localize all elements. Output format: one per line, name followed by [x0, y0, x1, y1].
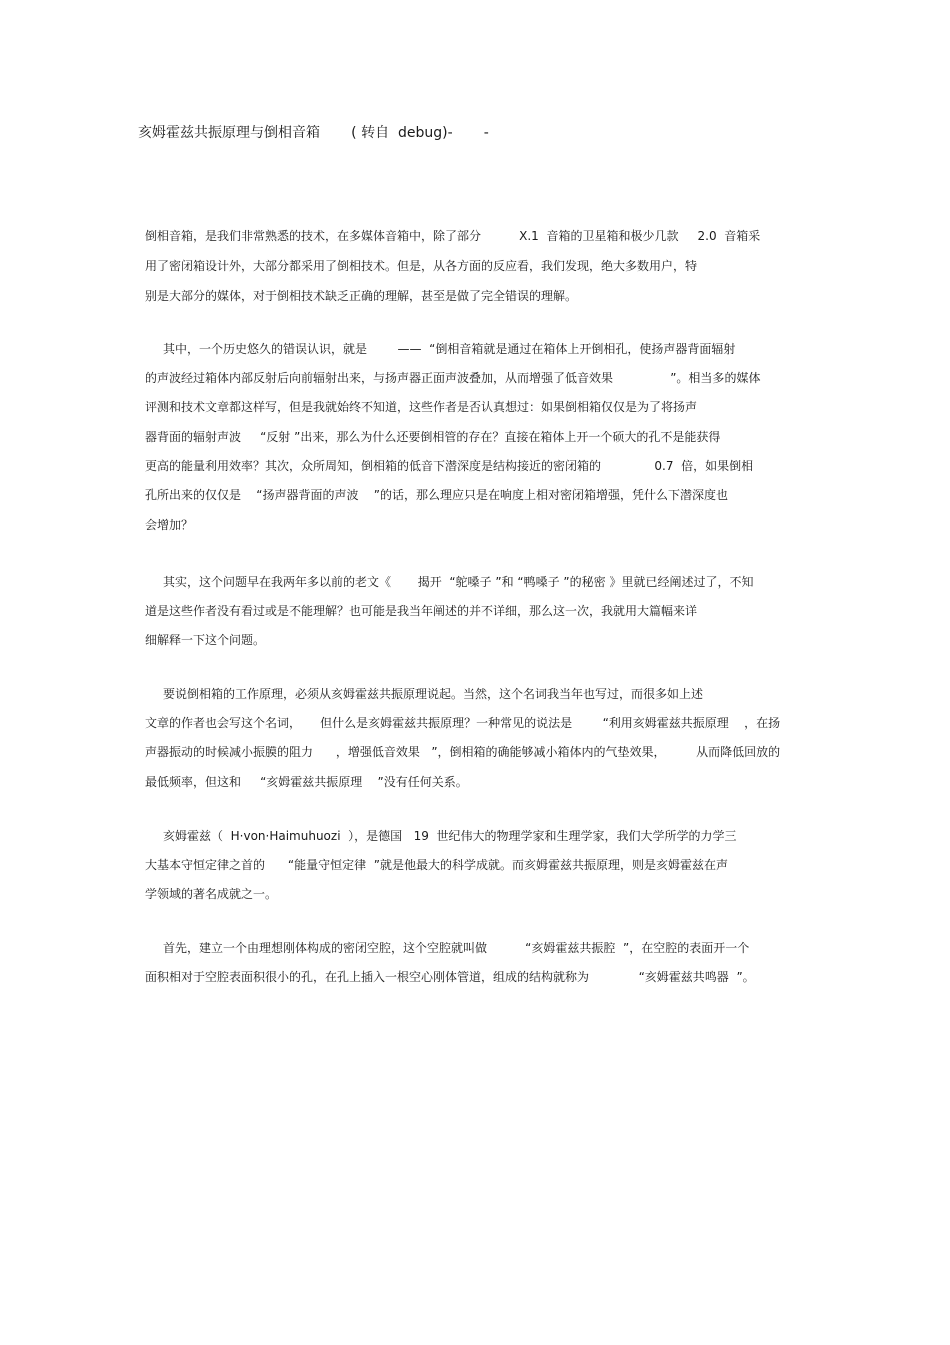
paragraph-line: 要说倒相箱的工作原理，必须从亥姆霍兹共振原理说起。当然，这个名词我当年也写过，而很多如上述	[163, 687, 704, 701]
paragraph-line: 评测和技术文章都这样写，但是我就始终不知道，这些作者是否认真想过：如果倒相箱仅仅是为了将扬声	[145, 400, 698, 414]
page-title: 亥姆霍兹共振原理与倒相音箱 ( 转自 debug)- -	[138, 125, 489, 141]
paragraph-line: 器背面的辐射声波 “反射 ”出来，那么为什么还要倒相管的存在？直接在箱体上开一个硕大的孔不是能获得	[145, 430, 721, 444]
paragraph-line: 最低频率，但这和 “亥姆霍兹共振原理 ”没有任何关系。	[145, 775, 468, 789]
paragraph-line: 用了密闭箱设计外，大部分都采用了倒相技术。但是，从各方面的反应看，我们发现，绝大多数用户，特	[145, 259, 698, 273]
paragraph-line: 孔所出来的仅仅是 “扬声器背面的声波 ”的话，那么理应只是在响度上相对密闭箱增强，凭什么下潜深度也	[145, 488, 728, 502]
paragraph-line: 声器振动的时候减小振膜的阻力 ，增强低音效果 ”，倒相箱的确能够减小箱体内的气垫效果， 从而降低回放的	[145, 745, 781, 759]
paragraph-line: 其实，这个问题早在我两年多以前的老文《 揭开 “鸵嗓子 ”和 “鸭嗓子 ”的秘密 》里就已经阐述过了，不知	[163, 575, 754, 589]
paragraph-line: 学领域的著名成就之一。	[145, 887, 278, 901]
paragraph-line: 的声波经过箱体内部反射后向前辐射出来，与扬声器正面声波叠加，从而增强了低音效果 ”。相当多的媒体	[145, 371, 761, 385]
paragraph-line: 细解释一下这个问题。	[145, 633, 266, 647]
paragraph-line: 其中，一个历史悠久的错误认识，就是 —— “倒相音箱就是通过在箱体上开倒相孔，使扬声器背面辐射	[163, 342, 736, 356]
paragraph-line: 别是大部分的媒体，对于倒相技术缺乏正确的理解，甚至是做了完全错误的理解。	[145, 289, 578, 303]
paragraph-line: 更高的能量利用效率？其次，众所周知，倒相箱的低音下潜深度是结构接近的密闭箱的 0.7 倍，如果倒相	[145, 459, 754, 473]
paragraph-line: 道是这些作者没有看过或是不能理解？也可能是我当年阐述的并不详细，那么这一次，我就用大篇幅来详	[145, 604, 698, 618]
paragraph-line: 文章的作者也会写这个名词， 但什么是亥姆霍兹共振原理？一种常见的说法是 “利用亥姆霍兹共振原理 ，在扬	[145, 716, 781, 730]
paragraph-line: 倒相音箱，是我们非常熟悉的技术，在多媒体音箱中，除了部分 X.1 音箱的卫星箱和极少几款 2.0 音箱采	[145, 229, 761, 243]
paragraph-line: 面积相对于空腔表面积很小的孔，在孔上插入一根空心刚体管道，组成的结构就称为 “亥姆霍兹共鸣器 ”。	[145, 970, 755, 984]
paragraph-line: 大基本守恒定律之首的 “能量守恒定律 ”就是他最大的科学成就。而亥姆霍兹共振原理，则是亥姆霍兹在声	[145, 858, 728, 872]
paragraph-line: 会增加？	[145, 518, 194, 532]
paragraph-line: 亥姆霍兹（ H·von·Haimuhuozi ），是德国 19 世纪伟大的物理学家和生理学家，我们大学所学的力学三	[163, 829, 737, 843]
paragraph-line: 首先，建立一个由理想刚体构成的密闭空腔，这个空腔就叫做 “亥姆霍兹共振腔 ”，在空腔的表面开一个	[163, 941, 750, 955]
